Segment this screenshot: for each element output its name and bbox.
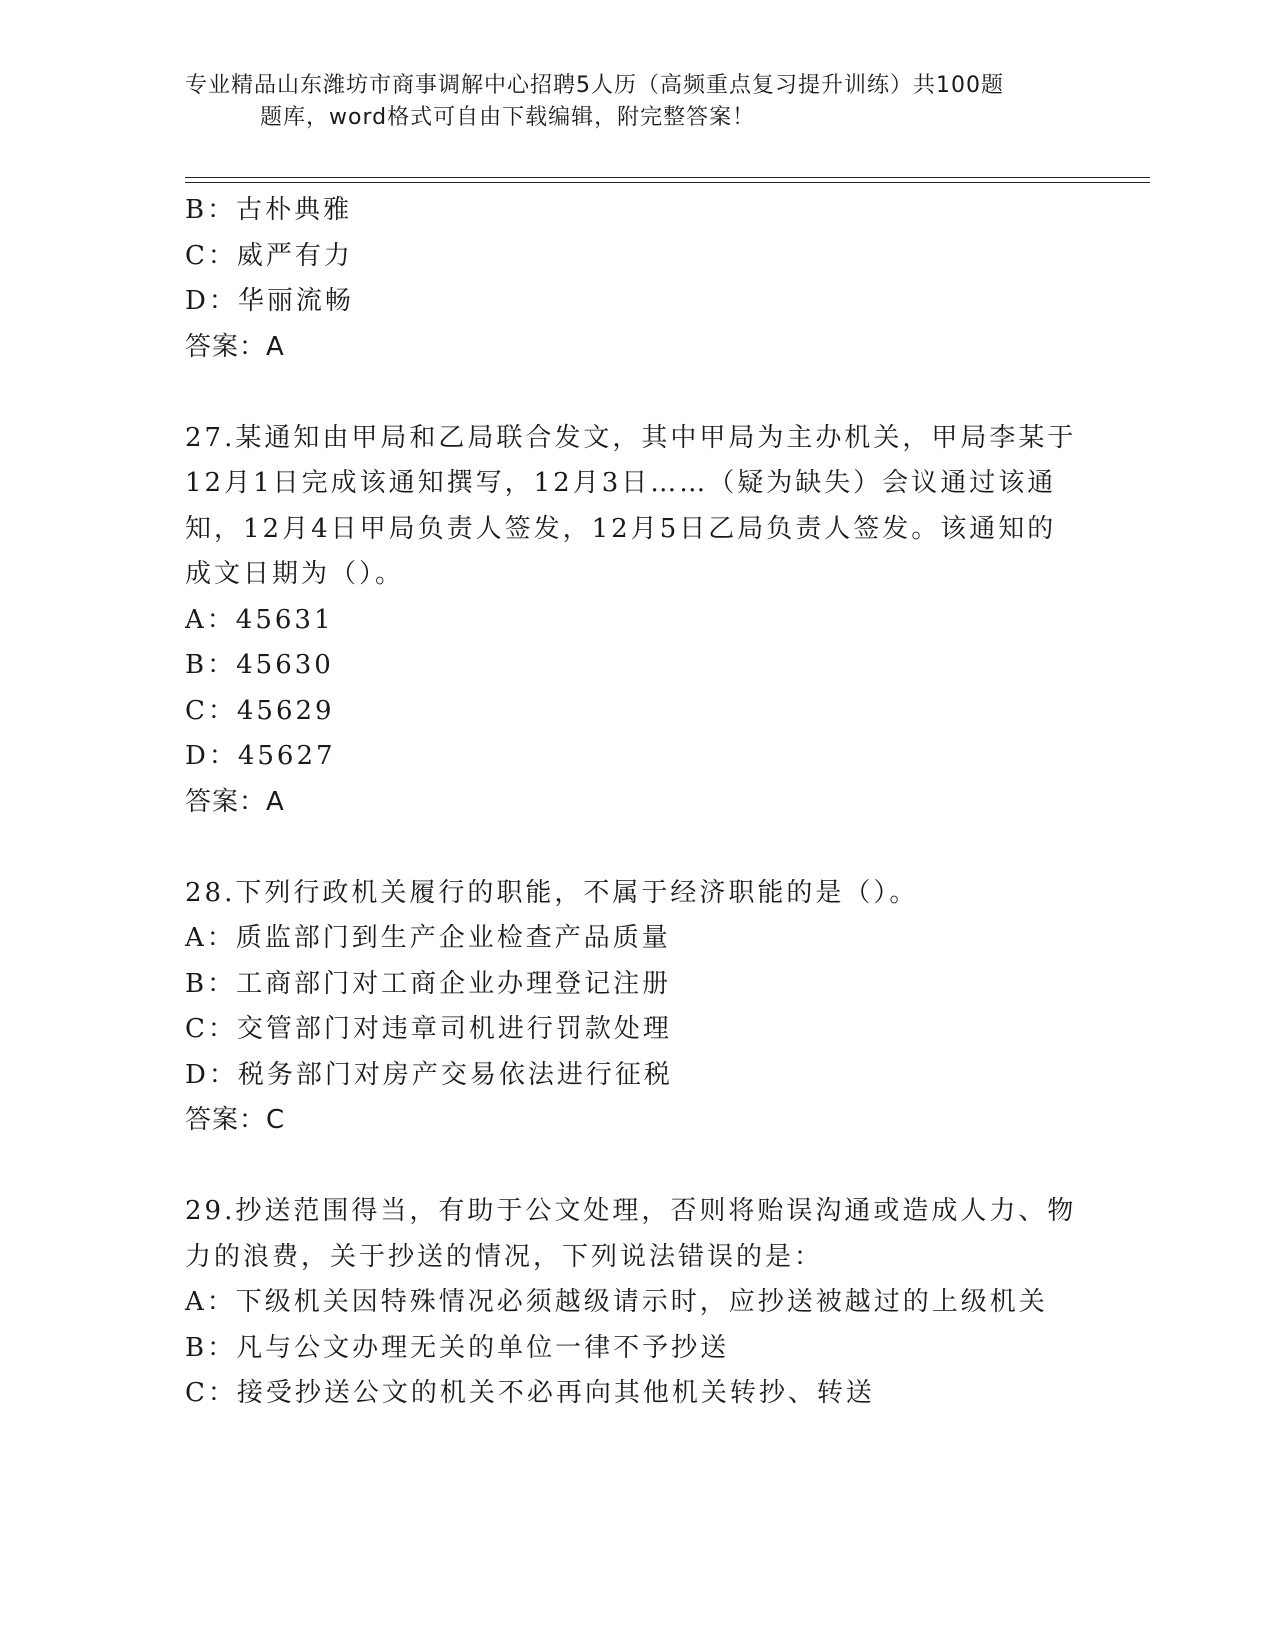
- question-29: [185, 1189, 1085, 1417]
- answer: 答案：C: [185, 1105, 286, 1135]
- header-divider-bottom: [185, 182, 1150, 183]
- option-b: B：工商部门对工商企业办理登记注册: [185, 968, 672, 999]
- option-b: B：凡与公文办理无关的单位一律不予抄送: [185, 1332, 730, 1363]
- question-text-line: 27.某通知由甲局和乙局联合发文，其中甲局为主办机关，甲局李某于: [185, 422, 1077, 453]
- question-text-line: 知，12月4日甲局负责人签发，12月5日乙局负责人签发。该通知的: [185, 513, 1057, 544]
- option-c: C：接受抄送公文的机关不必再向其他机关转抄、转送: [185, 1378, 875, 1408]
- answer: 答案：A: [185, 786, 285, 817]
- document-header: [185, 70, 1085, 134]
- option-d: D：45627: [185, 741, 336, 771]
- option-b: B：45630: [185, 650, 334, 680]
- option-d: D：华丽流畅: [185, 286, 354, 316]
- option-b: B：古朴典雅: [185, 195, 353, 225]
- question-text-line: 28.下列行政机关履行的职能，不属于经济职能的是（）。: [185, 877, 919, 908]
- option-d: D：税务部门对房产交易依法进行征税: [185, 1059, 673, 1090]
- question-text-line: 力的浪费，关于抄送的情况，下列说法错误的是：: [185, 1241, 824, 1272]
- question-text-line: 29.抄送范围得当，有助于公文处理，否则将贻误沟通或造成人力、物: [185, 1196, 1077, 1226]
- question-28: [185, 871, 1085, 1144]
- question-text-line: 12月1日完成该通知撰写，12月3日……（疑为缺失）会议通过该通: [185, 468, 1057, 498]
- option-a: A：45631: [185, 604, 334, 635]
- document-body: [185, 188, 1085, 1417]
- option-c: C：交管部门对违章司机进行罚款处理: [185, 1014, 672, 1044]
- question-27: [185, 416, 1085, 826]
- question-26-continued: [185, 188, 1085, 370]
- option-c: C：威严有力: [185, 240, 353, 271]
- header-title-line-1: 专业精品山东潍坊市商事调解中心招聘5人历（高频重点复习提升训练）共100题: [185, 73, 1004, 98]
- option-a: A：下级机关因特殊情况必须越级请示时，应抄送被越过的上级机关: [185, 1287, 1048, 1317]
- header-title-line-2: 题库，word格式可自由下载编辑，附完整答案！: [260, 105, 756, 130]
- option-c: C：45629: [185, 695, 335, 726]
- question-text-line: 成文日期为（）。: [185, 559, 405, 589]
- answer: 答案：A: [185, 331, 285, 362]
- option-a: A：质监部门到生产企业检查产品质量: [185, 923, 671, 953]
- header-divider-top: [185, 177, 1150, 178]
